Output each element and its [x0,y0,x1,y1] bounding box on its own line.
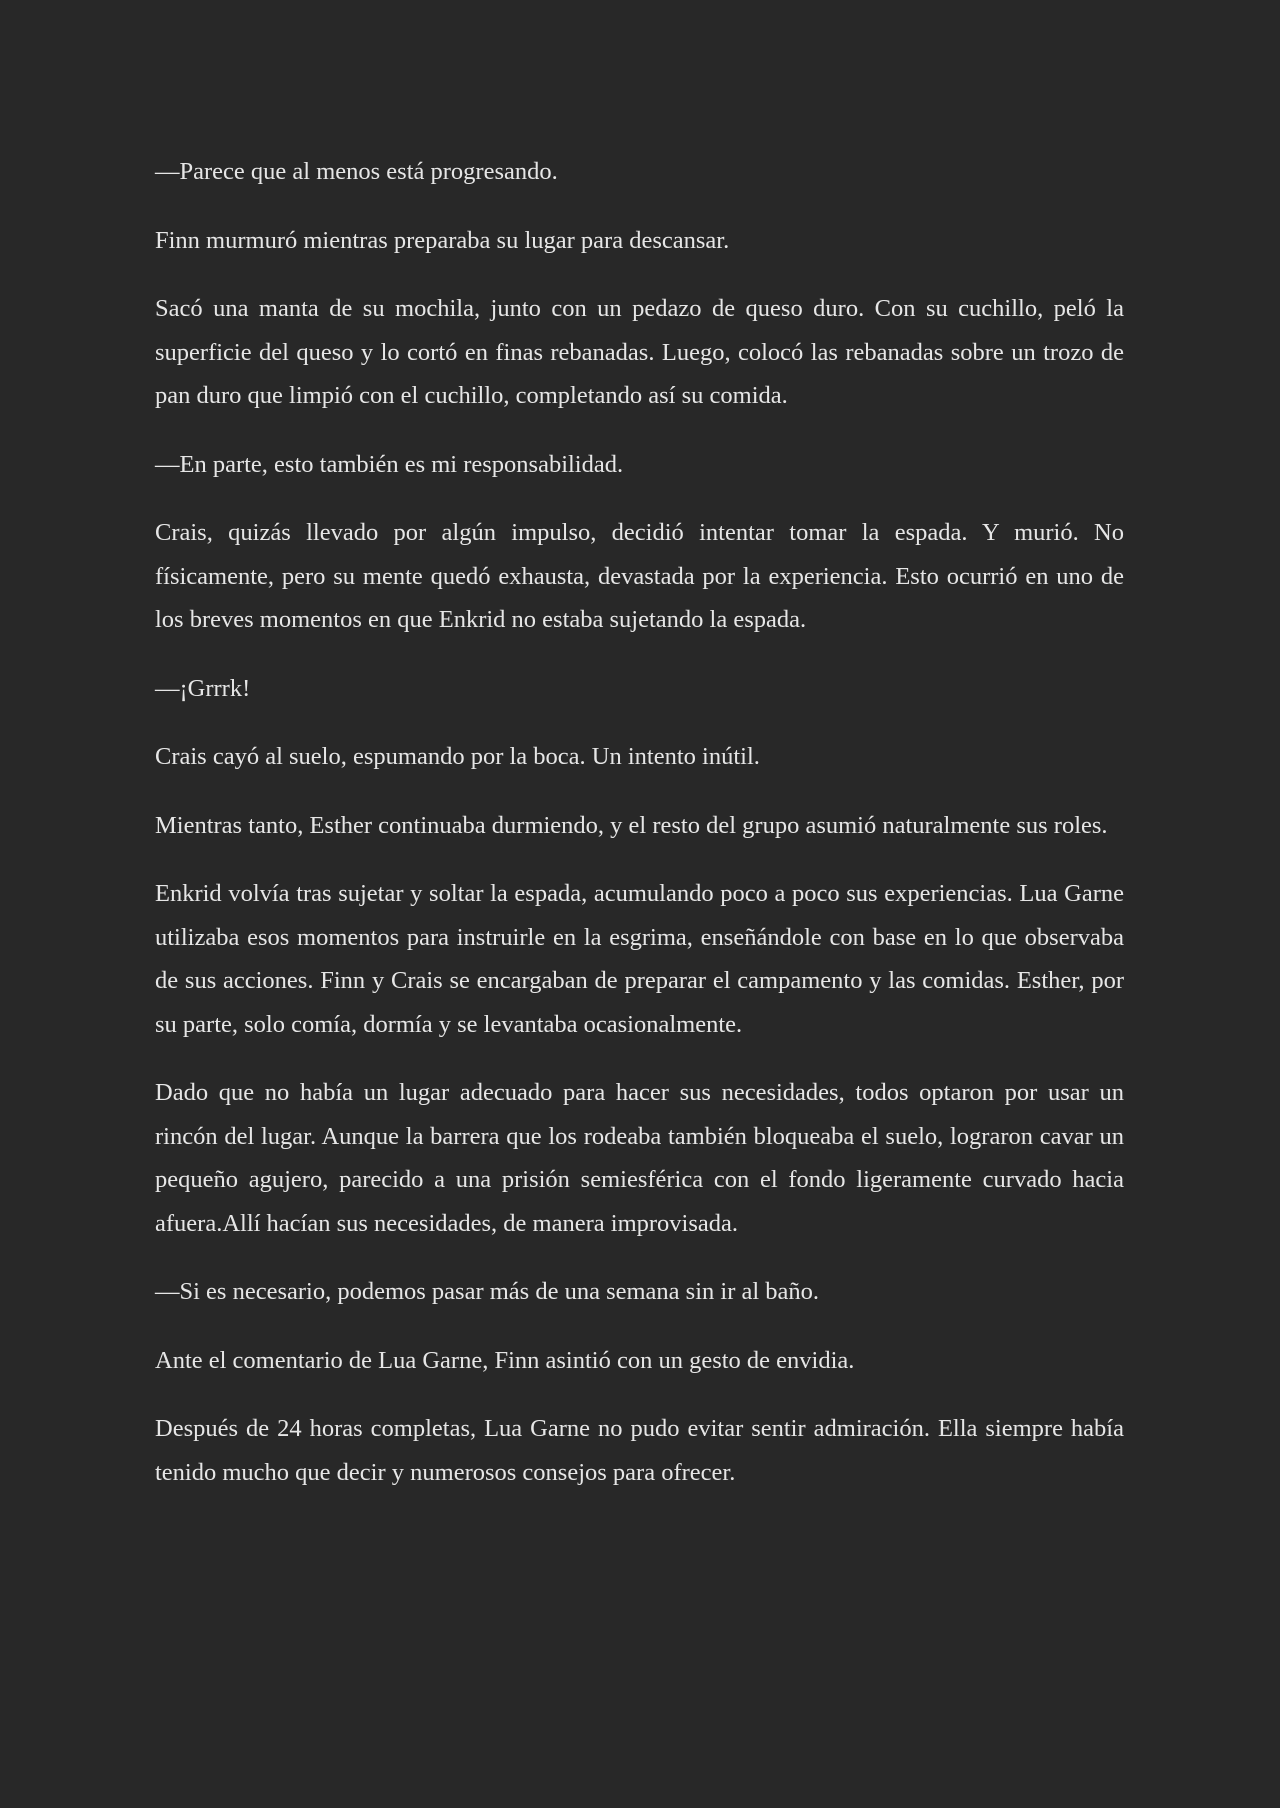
paragraph: —¡Grrrk! [155,674,251,702]
paragraph: Enkrid volvía tras sujetar y soltar la espada, acumulando poco a poco sus experiencias. Lua Garne utilizaba esos momentos para instruirle en la esgrima, enseñándole con base en lo que observaba de sus acciones. Finn y Crais se encargaban de preparar el campamento y las comidas. Esther, por su parte, solo comía, dormía y se levantaba ocasionalmente. [155,880,1124,1038]
paragraph: Ante el comentario de Lua Garne, Finn asintió con un gesto de envidia. [155,1346,855,1374]
paragraph: Sacó una manta de su mochila, junto con un pedazo de queso duro. Con su cuchillo, peló la superficie del queso y lo cortó en finas rebanadas. Luego, colocó las rebanadas sobre un trozo de pan duro que limpió con el cuchillo, completando así su comida. [155,295,1124,409]
paragraph: —En parte, esto también es mi responsabilidad. [155,450,624,478]
paragraph: Dado que no había un lugar adecuado para hacer sus necesidades, todos optaron por usar un rincón del lugar. Aunque la barrera que los rodeaba también bloqueaba el suelo, lograron cavar un pequeño agujero, parecido a una prisión semiesférica con el fondo ligeramente curvado hacia afuera.Allí hacían sus necesidades, de manera improvisada. [155,1079,1124,1237]
paragraph: Mientras tanto, Esther continuaba durmiendo, y el resto del grupo asumió naturalmente sus roles. [155,811,1108,839]
paragraph: Crais cayó al suelo, espumando por la boca. Un intento inútil. [155,743,760,770]
paragraph: Después de 24 horas completas, Lua Garne no pudo evitar sentir admiración. Ella siempre había tenido mucho que decir y numerosos consejos para ofrecer. [155,1415,1124,1486]
paragraph: Crais, quizás llevado por algún impulso, decidió intentar tomar la espada. Y murió. No físicamente, pero su mente quedó exhausta, devastada por la experiencia. Esto ocurrió en uno de los breves momentos en que Enkrid no estaba sujetando la espada. [155,519,1124,633]
paragraph: —Si es necesario, podemos pasar más de una semana sin ir al baño. [155,1278,820,1305]
paragraph: Finn murmuró mientras preparaba su lugar para descansar. [155,226,730,254]
reading-page [155,150,1124,1519]
paragraph: —Parece que al menos está progresando. [155,158,558,185]
